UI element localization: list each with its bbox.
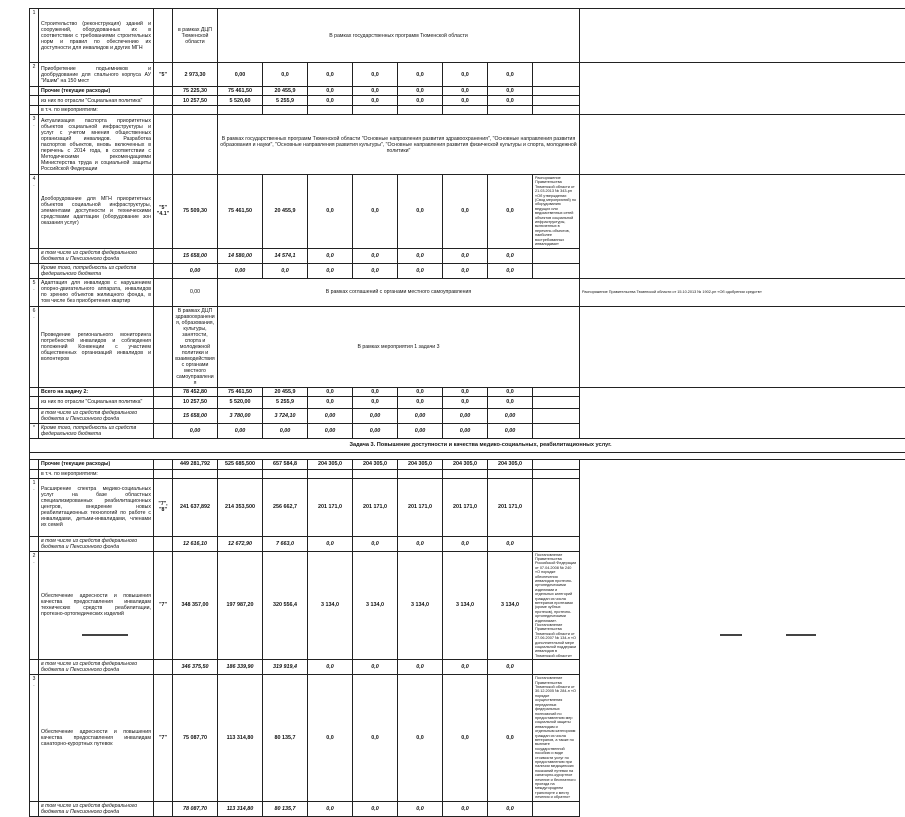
value-cell: 0,00	[353, 408, 398, 423]
value-cell: 204 305,0	[398, 459, 443, 469]
value-cell: 0,0	[308, 96, 353, 106]
row-code: "7"	[154, 675, 173, 801]
value-cell: 201 171,0	[353, 478, 398, 536]
legal-basis-note: Постановление Правительства Российской Федерации от 07.04.2008 № 240 «О порядке обеспечения инвалидов протезно-ортопедическими изделиями и отдельных категорий граждан из числа ветеранов протезами (кроме зубных протезов), протезно-ортопедическими изделиями». Постановление Правительства Тюменской области от 27.06.2007 № 134-п «О дополнительной мере социальной поддержки инвалидов в Тюменской области»	[533, 551, 580, 660]
table-row	[30, 63, 905, 87]
value-cell	[488, 106, 533, 115]
row-description: Всего на задачу 2:	[39, 387, 154, 396]
row-code: "7", "8"	[154, 478, 173, 536]
value-cell: 3 134,0	[398, 551, 443, 660]
value-cell	[173, 469, 218, 478]
value-cell: 449 281,792	[173, 459, 218, 469]
row-code	[154, 306, 173, 387]
value-cell: 0,0	[398, 87, 443, 96]
value-cell: 0,00	[308, 423, 353, 438]
row-index: 5.	[30, 278, 39, 306]
value-cell	[353, 469, 398, 478]
value-cell	[488, 469, 533, 478]
value-cell: 0,0	[353, 87, 398, 96]
value-cell: 320 556,4	[263, 551, 308, 660]
value-cell: 0,0	[353, 660, 398, 675]
value-cell: 3 134,0	[308, 551, 353, 660]
value-cell: 0,0	[443, 175, 488, 249]
table-row	[30, 536, 905, 551]
value-cell	[308, 106, 353, 115]
table-row	[30, 438, 905, 452]
row-index: 4.	[30, 175, 39, 249]
table-row	[30, 423, 905, 438]
value-cell: 525 685,500	[218, 459, 263, 469]
value-cell: 0,00	[218, 263, 263, 278]
value-cell: 20 455,9	[263, 87, 308, 96]
row-index	[30, 87, 39, 96]
value-cell: 75 461,50	[218, 175, 263, 249]
value-cell: 0,0	[308, 536, 353, 551]
row-index	[30, 459, 39, 469]
row-code	[154, 423, 173, 438]
row-description: Приобретение подъемников и дообрудование для спального корпуса АУ "Ишим" на 150 мест	[39, 63, 154, 87]
value-cell: 75 509,30	[173, 175, 218, 249]
value-cell: 0,0	[398, 387, 443, 396]
table-row	[30, 306, 905, 387]
value-cell: 0,0	[488, 801, 533, 816]
table-body	[30, 9, 905, 817]
value-cell: 0,0	[398, 536, 443, 551]
value-cell: 5 255,9	[263, 96, 308, 106]
value-cell: 0,0	[353, 801, 398, 816]
value-cell: 113 314,80	[218, 801, 263, 816]
value-cell: 0,0	[308, 87, 353, 96]
value-cell: 0,0	[443, 660, 488, 675]
value-cell: 78 087,70	[173, 801, 218, 816]
row-index	[30, 96, 39, 106]
table-row	[30, 175, 905, 249]
row-code	[154, 801, 173, 816]
table-row	[30, 396, 905, 408]
value-cell: 0,0	[488, 660, 533, 675]
row-index: 6.	[30, 306, 39, 387]
value-cell: 0,0	[398, 396, 443, 408]
funding-cell	[173, 115, 218, 175]
value-cell: 319 919,4	[263, 660, 308, 675]
value-cell: 75 225,30	[173, 87, 218, 96]
value-cell: 201 171,0	[488, 478, 533, 536]
value-cell	[398, 469, 443, 478]
value-cell	[173, 106, 218, 115]
value-cell: 15 658,00	[173, 408, 218, 423]
value-cell: 12 672,90	[218, 536, 263, 551]
value-cell: 0,0	[398, 63, 443, 87]
legal-basis-note	[533, 106, 580, 115]
table-row	[30, 459, 905, 469]
row-description: Кроме того, потребность из средств федерального бюджета	[39, 423, 154, 438]
legal-basis-note: Распоряжение Правительства Тюменской области от 21.03.2013 № 343-рп «Об утверждении (Свод мероприятий) по оборудованию ведущих или ведомственных сетей объектов социальной инфраструктуры, включенных в перечень объектов, наиболее востребованных инвалидами»	[533, 175, 580, 249]
page-edge-mark	[786, 634, 816, 636]
row-index: 3.	[30, 675, 39, 801]
row-index: 2.	[30, 551, 39, 660]
value-cell	[443, 469, 488, 478]
row-description: Актуализация паспорта приоритетных объектов социальной инфраструктуры и услуг с учетом мнения общественных организаций инвалидов. Разработка паспортов объектов, вновь включенных в перечень с 2014 года, в соответствии с Методическими рекомендациями Министерства труда и социальной защиты Российской Федерации	[39, 115, 154, 175]
value-cell: 204 305,0	[353, 459, 398, 469]
legal-basis-note	[533, 478, 580, 536]
row-code	[154, 660, 173, 675]
row-index: 2	[30, 63, 39, 87]
value-cell: 0,0	[488, 96, 533, 106]
value-cell: 0,0	[353, 175, 398, 249]
row-code: "7"	[154, 551, 173, 660]
table-row	[30, 115, 905, 175]
value-cell: 0,00	[398, 423, 443, 438]
value-cell: 0,00	[173, 423, 218, 438]
section-heading: Задача 3. Повышение доступности и качества медико-социальных, реабилитационных услуг.	[30, 438, 905, 452]
funding-note-span: В рамках соглашений с органами местного самоуправления	[218, 278, 580, 306]
value-cell: 346 375,50	[173, 660, 218, 675]
value-cell: 201 171,0	[443, 478, 488, 536]
value-cell: 0,0	[353, 248, 398, 263]
value-cell: 0,0	[443, 801, 488, 816]
row-index	[30, 408, 39, 423]
table-row	[30, 478, 905, 536]
value-cell: 78 452,80	[173, 387, 218, 396]
value-cell	[218, 106, 263, 115]
value-cell: 0,0	[398, 675, 443, 801]
row-description: из них по отрасли "Социальная политика"	[39, 396, 154, 408]
value-cell: 0,0	[443, 396, 488, 408]
row-description: в том числе из средств федерального бюджета и Пенсионного фонда	[39, 408, 154, 423]
row-description: Проведение регионального мониторинга потребностей инвалидов и соблюдения положений Конвенции с участием общественных организаций инвалидов и волонтеров	[39, 306, 154, 387]
value-cell: 0,0	[308, 63, 353, 87]
row-code	[154, 87, 173, 96]
row-code	[154, 469, 173, 478]
legal-basis-note	[533, 396, 580, 408]
row-index	[30, 396, 39, 408]
value-cell	[263, 469, 308, 478]
value-cell: 0,0	[308, 396, 353, 408]
value-cell: 0,0	[488, 536, 533, 551]
funding-cell: В рамках ДЦП здравоохранения, образования, культуры, занятости, спорта и молодежной политики и взаимодействия с органами местного самоуправления	[173, 306, 218, 387]
row-code	[154, 387, 173, 396]
value-cell: 15 658,00	[173, 248, 218, 263]
value-cell: 12 616,10	[173, 536, 218, 551]
row-index	[30, 106, 39, 115]
row-code	[154, 9, 173, 63]
legal-basis-note	[580, 306, 905, 387]
value-cell: 0,0	[488, 675, 533, 801]
row-index	[30, 660, 39, 675]
table-row	[30, 660, 905, 675]
document-page	[29, 8, 891, 817]
row-description: в т.ч. по мероприятиям:	[39, 106, 154, 115]
value-cell: 3 780,00	[218, 408, 263, 423]
table-row	[30, 551, 905, 660]
value-cell	[443, 106, 488, 115]
row-index	[30, 469, 39, 478]
row-description: Строительство (реконструкция) зданий и сооружений, оборудованных их в соответствии с требованиями строительных норм и правил по обеспечению их доступности для инвалидов и других МГН	[39, 9, 154, 63]
legal-basis-note	[533, 536, 580, 551]
value-cell: 0,0	[263, 263, 308, 278]
value-cell: 113 314,80	[218, 675, 263, 801]
value-cell: 0,0	[308, 263, 353, 278]
row-description: Прочие (текущие расходы)	[39, 87, 154, 96]
table-row	[30, 452, 905, 459]
value-cell: 201 171,0	[398, 478, 443, 536]
row-index	[30, 263, 39, 278]
value-cell: 0,0	[308, 660, 353, 675]
row-description: Расширение спектра медико-социальных услуг на базе областных специализированных реабилитационных центров, внедрение новых реабилитационных технологий по работе с инвалидами, детьми-инвалидами, членами их семей	[39, 478, 154, 536]
value-cell: 0,0	[353, 96, 398, 106]
blank-row	[30, 452, 905, 459]
value-cell: 0,0	[488, 387, 533, 396]
value-cell	[308, 469, 353, 478]
value-cell: 0,0	[308, 248, 353, 263]
row-code	[154, 459, 173, 469]
value-cell: 0,0	[443, 536, 488, 551]
row-code	[154, 96, 173, 106]
value-cell: 348 357,00	[173, 551, 218, 660]
row-code	[154, 248, 173, 263]
funding-note-span: В рамках государственных программ Тюменской области "Основные направления развития здравоохранения", "Основные направления развития образования и науки", "Основные направления развития культуры", "Основные направления развития физической культуры и спорта, молодежной политики"	[218, 115, 580, 175]
row-description: Обеспечение адресности и повышения качества предоставления инвалидам санаторно-курортных путевок	[39, 675, 154, 801]
value-cell: 0,00	[488, 408, 533, 423]
value-cell: 0,0	[488, 396, 533, 408]
value-cell: 0,0	[488, 63, 533, 87]
row-description: Кроме того, потребность из средств федерального бюджета	[39, 263, 154, 278]
table-row	[30, 263, 905, 278]
value-cell: 0,0	[443, 248, 488, 263]
value-cell: 10 257,50	[173, 396, 218, 408]
row-description: из них по отрасли "Социальная политика"	[39, 96, 154, 106]
value-cell: 80 135,7	[263, 801, 308, 816]
legal-basis-note	[533, 408, 580, 423]
value-cell: 0,0	[308, 175, 353, 249]
value-cell: 3 134,0	[488, 551, 533, 660]
funding-note-span: В рамках мероприятия 1 задачи 3	[218, 306, 580, 387]
legal-basis-note	[533, 263, 580, 278]
row-code	[154, 396, 173, 408]
value-cell: 0,0	[308, 675, 353, 801]
legal-basis-note	[533, 87, 580, 96]
value-cell: 0,0	[308, 801, 353, 816]
value-cell: 10 257,50	[173, 96, 218, 106]
value-cell: 0,0	[353, 536, 398, 551]
value-cell	[263, 106, 308, 115]
legal-basis-note	[533, 469, 580, 478]
row-index	[30, 387, 39, 396]
table-row	[30, 9, 905, 63]
row-code	[154, 263, 173, 278]
value-cell: 186 339,90	[218, 660, 263, 675]
value-cell: 0,0	[488, 263, 533, 278]
legal-basis-note: Постановление Правительства Тюменской области от 30.12.2005 № 284-п «О порядке осуществления переданных федеральных полномочий по предоставлению мер социальной защиты инвалидам и отдельным категориям граждан из числа ветеранов, а также по выплате государственной пособию и виде стоимости услуг по предоставлению при наличии медицинских показаний путевки на санаторно-курортное лечение и бесплатного проезда на междугороднем транспорте к месту лечения и обратно»	[533, 675, 580, 801]
value-cell: 201 171,0	[308, 478, 353, 536]
value-cell: 0,00	[488, 423, 533, 438]
value-cell: 5 520,00	[218, 396, 263, 408]
row-description: Адаптация для инвалидов с нарушением опорно-двигательного аппарата, инвалидов по зрению объектов жилищного фонда, в том числе без приобретения квартир	[39, 278, 154, 306]
value-cell	[218, 469, 263, 478]
value-cell: 3 724,10	[263, 408, 308, 423]
value-cell: 0,0	[443, 263, 488, 278]
value-cell: 0,0	[443, 87, 488, 96]
value-cell: 0,00	[443, 408, 488, 423]
row-index: 3.	[30, 115, 39, 175]
table-row	[30, 469, 905, 478]
value-cell	[353, 106, 398, 115]
value-cell: 0,00	[173, 263, 218, 278]
value-cell: 0,0	[443, 96, 488, 106]
table-row	[30, 87, 905, 96]
value-cell: 75 461,50	[218, 87, 263, 96]
value-cell: 0,0	[398, 175, 443, 249]
value-cell: 0,00	[398, 408, 443, 423]
legal-basis-note	[533, 63, 580, 87]
value-cell: 0,0	[353, 396, 398, 408]
row-code	[154, 115, 173, 175]
row-index	[30, 248, 39, 263]
value-cell: 0,0	[398, 801, 443, 816]
row-code: "5" "4.1"	[154, 175, 173, 249]
value-cell: 0,0	[353, 387, 398, 396]
value-cell: 0,00	[218, 63, 263, 87]
value-cell: 657 584,8	[263, 459, 308, 469]
value-cell: 3 134,0	[353, 551, 398, 660]
legal-basis-note	[533, 660, 580, 675]
row-description: Обеспечение адресности и повышения качества предоставления инвалидам технических средств реабилитации, протезно-ортопедических изделий	[39, 551, 154, 660]
value-cell: 3 134,0	[443, 551, 488, 660]
funding-cell: в рамках ДЦП Тюменской области	[173, 9, 218, 63]
row-code	[154, 408, 173, 423]
value-cell: 0,0	[263, 63, 308, 87]
value-cell: 14 580,00	[218, 248, 263, 263]
value-cell: 0,0	[443, 675, 488, 801]
funding-cell: 0,00	[173, 278, 218, 306]
value-cell: 0,0	[308, 387, 353, 396]
legal-basis-note	[580, 115, 905, 175]
table-row	[30, 801, 905, 816]
value-cell: 0,0	[398, 660, 443, 675]
row-code: "5"	[154, 63, 173, 87]
value-cell: 0,00	[218, 423, 263, 438]
program-table	[29, 8, 905, 817]
value-cell: 75 087,70	[173, 675, 218, 801]
value-cell: 0,00	[353, 423, 398, 438]
value-cell: 0,0	[398, 263, 443, 278]
value-cell: 0,0	[398, 248, 443, 263]
row-index: 1	[30, 9, 39, 63]
value-cell: 2 973,30	[173, 63, 218, 87]
row-description: в т.ч. по мероприятиям:	[39, 469, 154, 478]
row-description: Прочие (текущие расходы)	[39, 459, 154, 469]
row-index: *	[30, 423, 39, 438]
value-cell: 0,00	[443, 423, 488, 438]
legal-basis-note	[533, 801, 580, 816]
legal-basis-note	[533, 423, 580, 438]
value-cell: 5 255,9	[263, 396, 308, 408]
table-row	[30, 408, 905, 423]
value-cell: 0,00	[263, 423, 308, 438]
value-cell: 0,0	[443, 387, 488, 396]
value-cell: 75 461,50	[218, 387, 263, 396]
value-cell: 5 520,60	[218, 96, 263, 106]
row-description: в том числе из средств федерального бюджета и Пенсионного фонда	[39, 248, 154, 263]
legal-basis-note	[580, 9, 905, 63]
value-cell: 241 637,892	[173, 478, 218, 536]
value-cell: 14 574,1	[263, 248, 308, 263]
value-cell: 0,0	[353, 675, 398, 801]
page-edge-mark	[82, 634, 128, 636]
row-description: в том числе из средств федерального бюджета и Пенсионного фонда	[39, 801, 154, 816]
table-row	[30, 248, 905, 263]
value-cell: 20 455,9	[263, 175, 308, 249]
table-row	[30, 106, 905, 115]
value-cell: 0,0	[488, 175, 533, 249]
value-cell: 80 135,7	[263, 675, 308, 801]
value-cell: 0,00	[308, 408, 353, 423]
row-index	[30, 536, 39, 551]
legal-basis-note	[533, 248, 580, 263]
value-cell: 204 305,0	[443, 459, 488, 469]
value-cell: 7 663,0	[263, 536, 308, 551]
row-description: в том числе из средств федерального бюджета и Пенсионного фонда	[39, 660, 154, 675]
value-cell: 214 353,500	[218, 478, 263, 536]
value-cell	[398, 106, 443, 115]
value-cell: 204 305,0	[308, 459, 353, 469]
row-code	[154, 278, 173, 306]
table-row	[30, 387, 905, 396]
value-cell: 197 987,20	[218, 551, 263, 660]
value-cell: 256 662,7	[263, 478, 308, 536]
value-cell: 0,0	[353, 63, 398, 87]
value-cell: 0,0	[488, 87, 533, 96]
row-code	[154, 536, 173, 551]
value-cell: 20 455,9	[263, 387, 308, 396]
row-description: в том числе из средств федерального бюджета и Пенсионного фонда	[39, 536, 154, 551]
row-description: Дооборудование для МГН приоритетных объектов социальной инфраструктуры, элементами доступности и техническими средствами адаптации (оборудование зон оказания услуг)	[39, 175, 154, 249]
legal-basis-note	[533, 96, 580, 106]
value-cell: 0,0	[443, 63, 488, 87]
table-row	[30, 96, 905, 106]
legal-basis-note: Распоряжение Правительства Тюменской области от 15.10.2013 № 1902-рп «Об одобрении средств»	[580, 278, 905, 306]
value-cell: 0,0	[488, 248, 533, 263]
table-row	[30, 675, 905, 801]
page-edge-mark	[720, 634, 742, 636]
legal-basis-note	[533, 387, 580, 396]
row-index	[30, 801, 39, 816]
row-index: 1.	[30, 478, 39, 536]
value-cell: 0,0	[398, 96, 443, 106]
table-row	[30, 278, 905, 306]
value-cell: 204 305,0	[488, 459, 533, 469]
value-cell: 0,0	[353, 263, 398, 278]
legal-basis-note	[533, 459, 580, 469]
row-code	[154, 106, 173, 115]
funding-note-span: В рамках государственных программ Тюменской области	[218, 9, 580, 63]
